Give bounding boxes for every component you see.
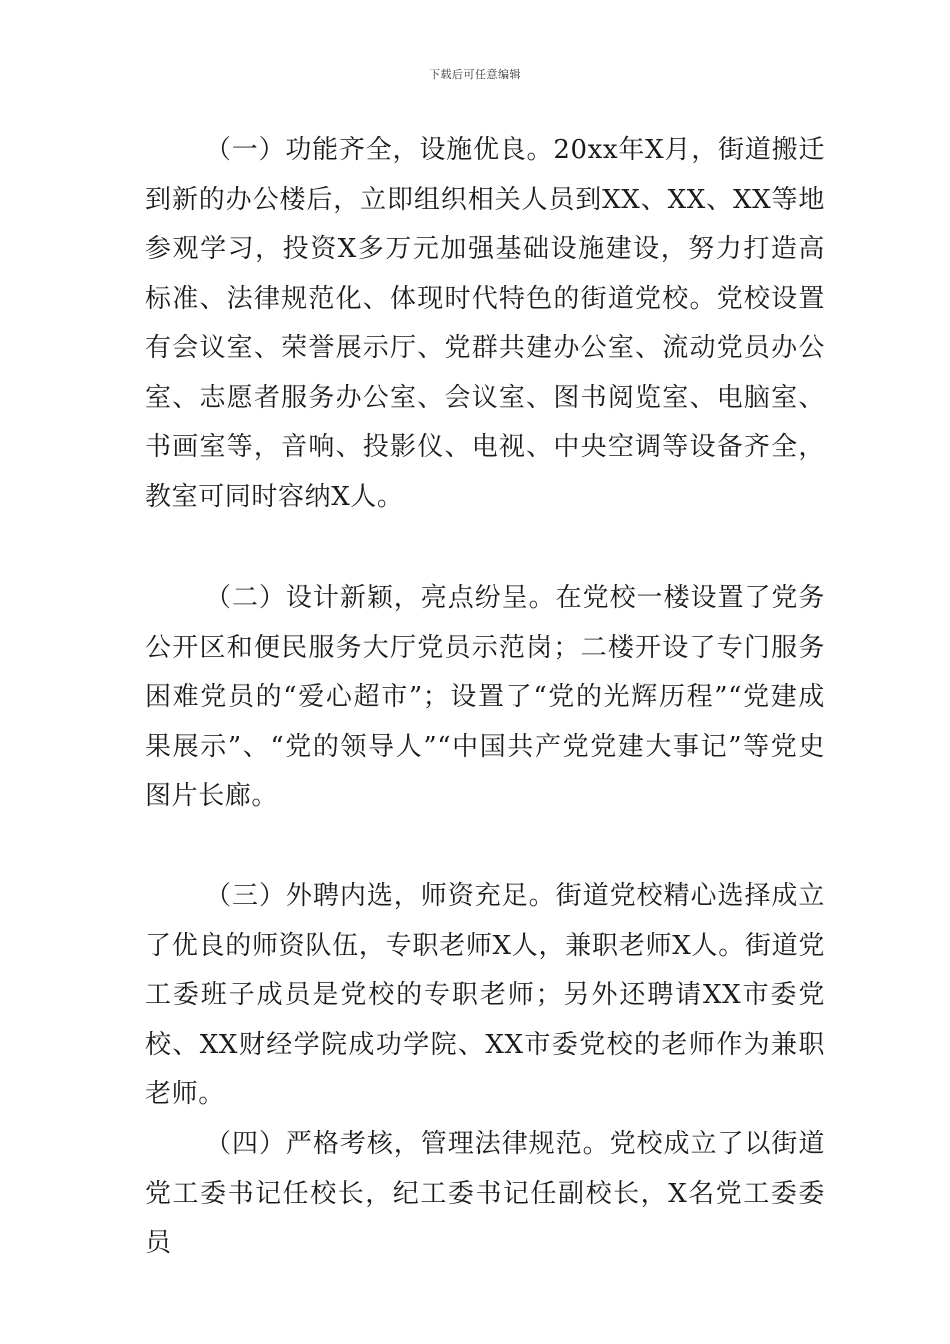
paragraph-management: （四）严格考核，管理法律规范。党校成立了以街道党工委书记任校长，纪工委书记任副校长，X名党工委委员 (145, 1129, 825, 1258)
header-note: 下载后可任意编辑 (429, 68, 521, 81)
paragraph-design: （二）设计新颖，亮点纷呈。在党校一楼设置了党务公开区和便民服务大厅党员示范岗；二楼开设了专门服务困难党员的“爱心超市”；设置了“党的光辉历程”“党建成果展示”、“党的领导人”“中国共产党党建大事记”等党史图片长廊。 (145, 583, 825, 811)
paragraph-teachers: （三）外聘内选，师资充足。街道党校精心选择成立了优良的师资队伍，专职老师X人，兼职老师X人。街道党工委班子成员是党校的专职老师；另外还聘请XX市委党校、XX财经学院成功学院、XX市委党校的老师作为兼职老师。 (145, 881, 825, 1109)
paragraph-facilities: （一）功能齐全，设施优良。20xx年X月，街道搬迁到新的办公楼后，立即组织相关人员到XX、XX、XX等地参观学习，投资X多万元加强基础设施建设，努力打造高标准、法律规范化、体现时代特色的街道党校。党校设置有会议室、荣誉展示厅、党群共建办公室、流动党员办公室、志愿者服务办公室、会议室、图书阅览室、电脑室、书画室等，音响、投影仪、电视、中央空调等设备齐全，教室可同时容纳X人。 (145, 135, 825, 512)
